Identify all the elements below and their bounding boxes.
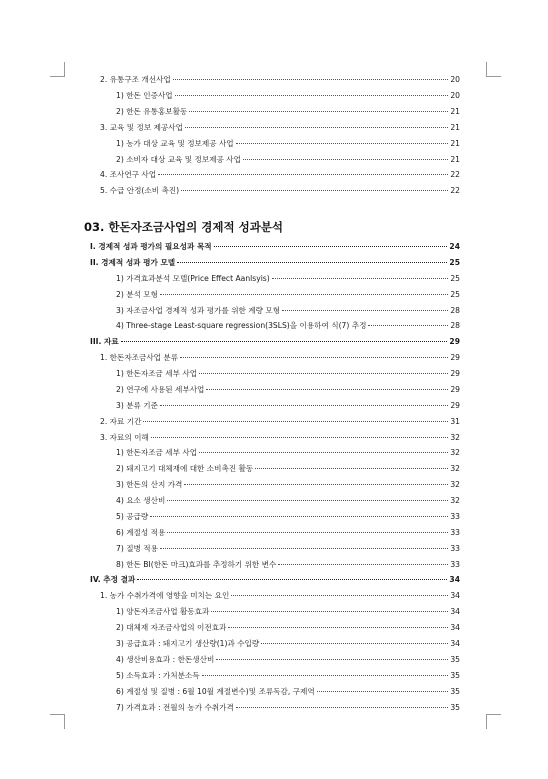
toc-entry-title: 7) 질병 적용 — [116, 543, 158, 553]
toc-entry-title: 4) Three-stage Least-square regression(3SLS)을 이용하여 식(7) 추정 — [116, 321, 367, 331]
toc-entry-title: 8) 한돈 BI(한돈 마크)효과를 추정하기 위한 변수 — [116, 559, 277, 569]
toc-dot-leader — [121, 335, 448, 342]
toc-dot-leader — [228, 621, 448, 628]
toc-page-number: 20 — [450, 75, 460, 84]
toc-page-number: 33 — [450, 543, 460, 553]
toc-entry[interactable] — [100, 122, 460, 134]
toc-dot-leader — [202, 669, 448, 676]
toc-dot-leader — [236, 701, 448, 708]
toc-entry-title: 1) 한돈 인증사업 — [116, 90, 173, 100]
toc-entry[interactable] — [116, 606, 460, 618]
toc-entry[interactable] — [116, 527, 460, 539]
toc-entry[interactable] — [116, 543, 460, 555]
toc-entry[interactable] — [116, 320, 460, 332]
toc-page-number: 34 — [450, 623, 460, 633]
toc-page-number: 31 — [450, 416, 460, 426]
toc-page-number: 29 — [450, 353, 460, 363]
toc-entry-title: 1) 한돈자조금 세부 사업 — [116, 369, 198, 379]
toc-dot-leader — [167, 526, 448, 533]
toc-page-number: 34 — [449, 575, 460, 585]
toc-entry[interactable] — [116, 686, 460, 698]
toc-dot-leader — [231, 589, 448, 596]
toc-entry-title: 3. 교육 및 정보 제공사업 — [100, 122, 183, 132]
toc-dot-leader — [143, 415, 448, 422]
toc-entry[interactable] — [116, 289, 460, 301]
toc-entry[interactable] — [116, 138, 460, 150]
toc-dot-leader — [206, 383, 448, 390]
toc-page-number: 28 — [450, 305, 460, 315]
toc-page-number: 32 — [450, 448, 460, 458]
toc-entry[interactable] — [100, 352, 460, 364]
toc-page-number: 29 — [449, 337, 460, 347]
toc-entry[interactable] — [100, 432, 460, 444]
toc-page-number: 34 — [450, 607, 460, 617]
crop-mark-bottom-left — [50, 714, 65, 729]
toc-entry-title: 2. 유통구조 개선사업 — [100, 75, 171, 84]
toc-page-number: 24 — [449, 242, 460, 251]
toc-entry[interactable] — [116, 305, 460, 317]
toc-page-number: 21 — [450, 154, 460, 164]
toc-dot-leader — [173, 73, 448, 80]
toc-entry-title: 5. 수급 안정(소비 촉진) — [100, 186, 180, 196]
toc-dot-leader — [158, 168, 448, 175]
toc-entry[interactable] — [116, 400, 460, 412]
section-heading: 03. 한돈자조금사업의 경제적 성과분석 — [84, 220, 284, 234]
toc-entry[interactable] — [116, 368, 460, 380]
toc-entry-title: 1) 한돈자조금 세부 사업 — [116, 448, 198, 458]
toc-entry[interactable] — [90, 257, 460, 269]
toc-entry-title: 1) 가격효과분석 모델(Price Effect Aanlsyis) — [116, 273, 270, 283]
crop-mark-bottom-right — [486, 714, 501, 729]
toc-dot-leader — [211, 605, 448, 612]
toc-entry[interactable] — [116, 479, 460, 491]
toc-page-number: 29 — [450, 384, 460, 394]
toc-page-number: 35 — [450, 702, 460, 712]
toc-entry[interactable] — [116, 654, 460, 666]
toc-dot-leader — [184, 478, 448, 485]
toc-entry-title: 3) 자조금사업 경제적 성과 평가를 위한 계량 모형 — [116, 305, 281, 315]
toc-dot-leader — [261, 637, 448, 644]
toc-page-number: 29 — [450, 369, 460, 379]
toc-dot-leader — [317, 685, 448, 692]
toc-entry-title: 3. 자료의 이해 — [100, 432, 149, 442]
toc-entry-title: 6) 계절성 적용 — [116, 527, 166, 537]
toc-page-number: 20 — [450, 90, 460, 100]
toc-page-number: 33 — [450, 559, 460, 569]
toc-entry-title: 2) 분석 모형 — [116, 289, 158, 299]
toc-dot-leader — [160, 399, 448, 406]
toc-dot-leader — [199, 367, 448, 374]
toc-entry[interactable] — [116, 273, 460, 285]
toc-dot-leader — [214, 240, 448, 247]
toc-dot-leader — [368, 319, 448, 326]
toc-page-number: 25 — [449, 257, 460, 267]
toc-page-number: 35 — [450, 670, 460, 680]
toc-dot-leader — [255, 462, 448, 469]
toc-entry-title: 3) 분류 기준 — [116, 400, 158, 410]
crop-mark-top-left — [50, 62, 65, 77]
toc-entry-title: III. 자료 — [90, 337, 119, 347]
toc-dot-leader — [167, 494, 448, 501]
toc-entry[interactable] — [116, 90, 460, 102]
toc-entry-title: 2) 대체재 자조금사업의 이전효과 — [116, 623, 227, 633]
toc-dot-leader — [278, 558, 448, 565]
toc-entry-title: 3) 한돈의 산지 가격 — [116, 480, 183, 490]
toc-entry-title: 2) 연구에 사용된 세부사업 — [116, 384, 205, 394]
toc-entry[interactable] — [116, 638, 460, 650]
toc-dot-leader — [160, 542, 448, 549]
toc-page-number: 34 — [450, 639, 460, 648]
toc-entry-title: IV. 추정 결과 — [90, 575, 136, 585]
toc-entry[interactable] — [116, 670, 460, 682]
toc-page-number: 25 — [450, 289, 460, 299]
toc-page-number: 22 — [450, 170, 460, 180]
toc-entry[interactable] — [116, 702, 460, 714]
toc-entry[interactable] — [100, 416, 460, 428]
toc-page-number: 35 — [450, 686, 460, 696]
toc-page-number: 33 — [450, 511, 460, 521]
toc-page-number: 28 — [450, 321, 460, 331]
toc-entry-title: 1) 양돈자조금사업 활동효과 — [116, 607, 210, 617]
toc-page-number: 33 — [450, 527, 460, 537]
toc-page-number: 35 — [450, 654, 460, 664]
toc-dot-leader — [185, 121, 448, 128]
toc-dot-leader — [216, 653, 448, 660]
toc-entry-title: 2) 한돈 유통홍보활동 — [116, 106, 188, 116]
toc-entry[interactable] — [116, 559, 460, 571]
toc-dot-leader — [282, 304, 448, 311]
toc-page-number: 32 — [450, 464, 460, 474]
toc-dot-leader — [150, 510, 448, 517]
toc-entry[interactable] — [116, 463, 460, 475]
toc-dot-leader — [236, 137, 448, 144]
toc-page-number: 32 — [450, 496, 460, 506]
toc-dot-leader — [181, 184, 448, 191]
crop-mark-top-right — [486, 62, 501, 77]
toc-entry[interactable] — [116, 511, 460, 523]
toc-page-number: 32 — [450, 480, 460, 490]
toc-entry[interactable] — [90, 241, 460, 253]
toc-entry-title: II. 경제적 성과 평가 모델 — [90, 257, 176, 267]
toc-entry-title: 4) 요소 생산비 — [116, 496, 166, 506]
toc-entry[interactable] — [100, 74, 460, 86]
toc-entry[interactable] — [90, 574, 460, 586]
toc-entry[interactable] — [116, 622, 460, 634]
toc-dot-leader — [160, 288, 448, 295]
toc-dot-leader — [177, 256, 447, 263]
toc-page-number: 21 — [450, 106, 460, 116]
toc-entry[interactable] — [116, 447, 460, 459]
toc-entry-title: 7) 가격효과 : 전월의 농가 수취가격 — [116, 702, 234, 712]
toc-entry-title: 1. 농가 수취가격에 영향을 미치는 요인 — [100, 591, 230, 601]
toc-dot-leader — [180, 351, 448, 358]
toc-entry[interactable] — [90, 336, 460, 348]
toc-page-number: 29 — [450, 400, 460, 410]
toc-page-number: 21 — [450, 122, 460, 132]
toc-page-number: 25 — [450, 273, 460, 283]
toc-page-number: 21 — [450, 138, 460, 148]
toc-entry-title: 2) 소비자 대상 교육 및 정보제공 사업 — [116, 154, 241, 164]
toc-entry-title: 2. 자료 기간 — [100, 416, 142, 426]
toc-entry-title: 4) 생산비용효과 : 한돈생산비 — [116, 654, 215, 664]
toc-entry-title: I. 경제적 성과 평가의 필요성과 목적 — [90, 242, 212, 251]
toc-entry[interactable] — [100, 590, 460, 602]
toc-entry-title: 1) 농가 대상 교육 및 정보제공 사업 — [116, 138, 234, 148]
toc-entry[interactable] — [116, 106, 460, 118]
toc-dot-leader — [243, 153, 448, 160]
toc-page-number: 34 — [450, 591, 460, 601]
toc-entry[interactable] — [116, 384, 460, 396]
toc-entry[interactable] — [100, 185, 460, 197]
toc-dot-leader — [175, 89, 448, 96]
toc-dot-leader — [272, 272, 448, 279]
toc-entry-title: 3) 공급효과 : 돼지고기 생산량(1)과 수입량 — [116, 639, 260, 648]
toc-entry-title: 4. 조사연구 사업 — [100, 170, 157, 180]
toc-page-number: 32 — [450, 432, 460, 442]
toc-entry-title: 1. 한돈자조금사업 분류 — [100, 353, 179, 363]
toc-entry-title: 6) 계절성 및 질병 : 6월 10월 계절변수)및 조류독감, 구제역 — [116, 686, 315, 696]
toc-entry[interactable] — [116, 495, 460, 507]
toc-dot-leader — [137, 573, 447, 580]
toc-dot-leader — [199, 446, 448, 453]
toc-entry[interactable] — [116, 154, 460, 166]
toc-entry-title: 5) 공급량 — [116, 511, 149, 521]
toc-entry-title: 5) 소득효과 : 가처분소득 — [116, 670, 200, 680]
toc-entry-title: 2) 돼지고기 대체재에 대한 소비촉진 활동 — [116, 464, 254, 474]
toc-dot-leader — [189, 105, 448, 112]
toc-entry[interactable] — [100, 169, 460, 181]
toc-page-number: 22 — [450, 186, 460, 196]
toc-dot-leader — [151, 431, 448, 438]
